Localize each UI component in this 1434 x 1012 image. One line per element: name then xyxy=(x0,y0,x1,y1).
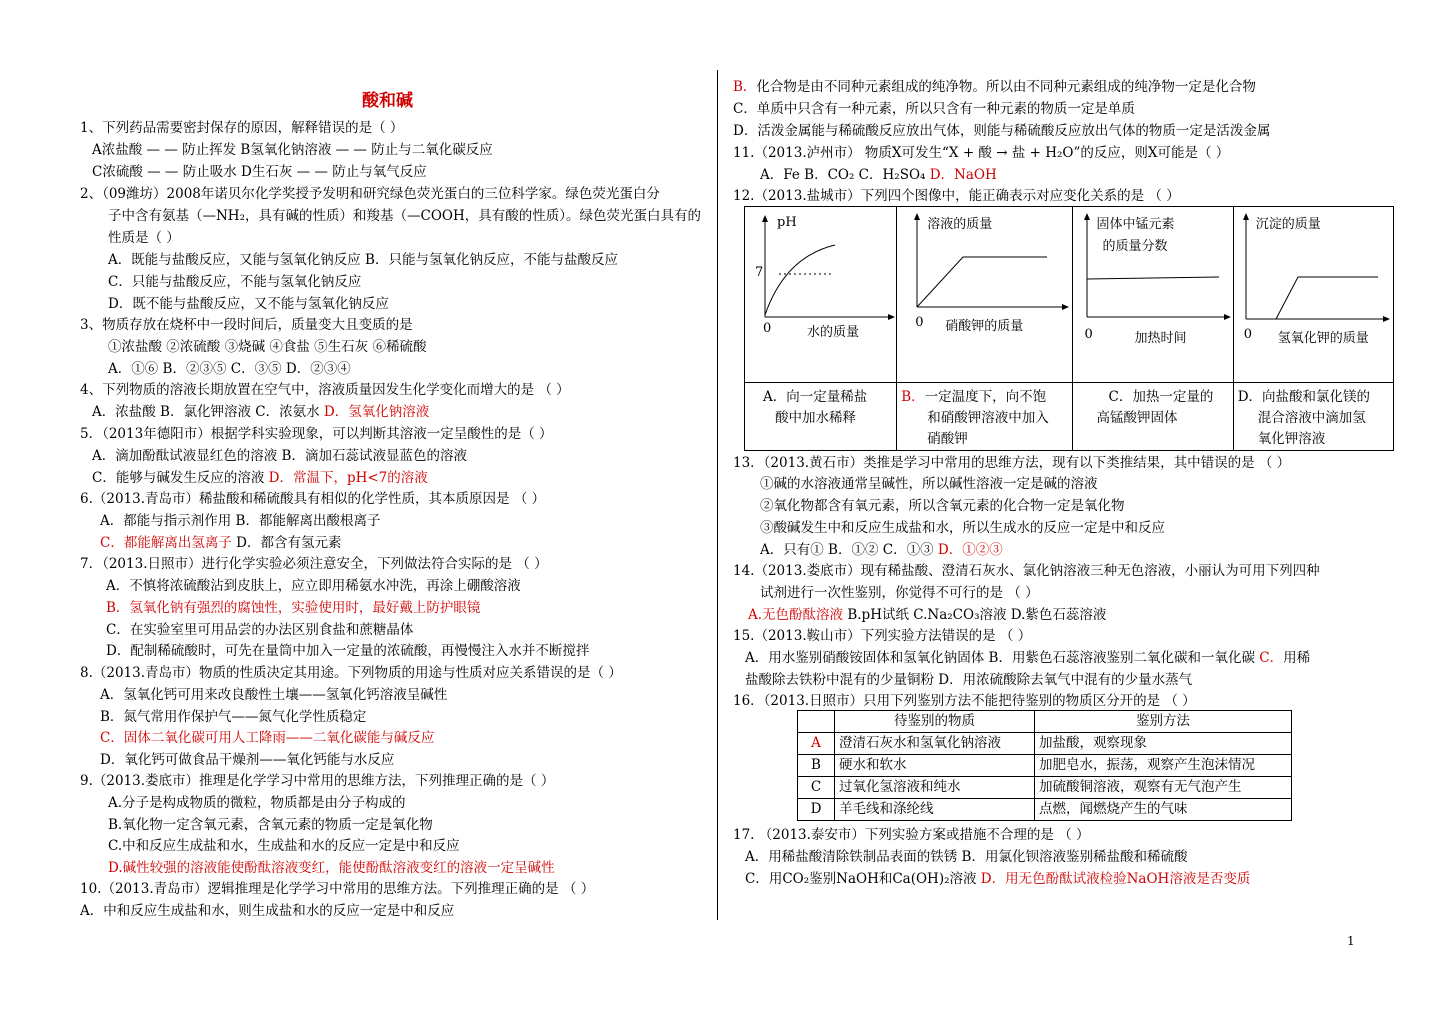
answer-highlight: A.无色酚酞溶液 xyxy=(748,607,844,623)
right-column-line: 15.（2013.鞍山市）下列实验方法错误的是 （ ） xyxy=(733,628,1032,644)
left-column-line: A浓盐酸 — — 防止挥发 B氢氧化钠溶液 — — 防止与二氧化碳反应 xyxy=(92,142,493,158)
right-column-line: 盐酸除去铁粉中混有的少量铜粉 D．用浓硫酸除去氧气中混有的少量水蒸气 xyxy=(745,672,1193,688)
left-column-line: C．能够与碱发生反应的溶液 D．常温下，pH<7的溶液 xyxy=(92,470,428,486)
table-row: D 羊毛线和涤纶线 点燃，闻燃烧产生的气味 xyxy=(798,799,1292,821)
column-divider xyxy=(717,70,718,920)
q16-table xyxy=(797,710,1292,821)
graph-c-ylabel: 固体中锰元素 xyxy=(1096,217,1175,232)
left-column-line: C．都能解离出氢离子 D．都含有氢元素 xyxy=(100,535,342,551)
left-column-line: A．都能与指示剂作用 B．都能解离出酸根离子 xyxy=(100,513,381,529)
answer-highlight: D．氢氧化钠溶液 xyxy=(323,404,430,420)
left-column-line: 3、物质存放在烧杯中一段时间后，质量变大且变质的是 xyxy=(80,317,413,333)
graph-c-xlabel: 加热时间 xyxy=(1134,331,1187,346)
q12-option-b: B．一定温度下，向不饱 和硝酸钾溶液中加入 硝酸钾 xyxy=(897,383,1072,451)
left-column-line: 子中含有氨基（—NH₂，具有碱的性质）和羧基（—COOH，具有酸的性质）。绿色荧光蛋白具有的 xyxy=(108,208,701,224)
left-column-line: C浓硫酸 — — 防止吸水 D生石灰 — — 防止与氧气反应 xyxy=(92,164,427,180)
left-column-line: 8.（2013.青岛市）物质的性质决定其用途。下列物质的用途与性质对应关系错误的是（ ） xyxy=(80,665,622,681)
table-row: A 澄清石灰水和氢氧化钠溶液 加盐酸，观察现象 xyxy=(798,733,1292,755)
right-column-line: 试剂进行一次性鉴别，你觉得不可行的是 （ ） xyxy=(760,585,1039,601)
q12-option-a: A．向一定量稀盐 酸中加水稀释 xyxy=(745,383,897,451)
left-column-line: B．氮气常用作保护气——氮气化学性质稳定 xyxy=(100,709,367,725)
graph-b-xlabel: 硝酸钾的质量 xyxy=(945,319,1024,334)
left-column-line: C．只能与盐酸反应，不能与氢氧化钠反应 xyxy=(108,274,362,290)
q12-graph-table xyxy=(744,206,1394,451)
right-column-line: C．用CO₂鉴别NaOH和Ca(OH)₂溶液 D．用无色酚酞试液检验NaOH溶液是否变质 xyxy=(745,871,1251,887)
graph-a-ylabel: pH xyxy=(777,215,797,230)
right-column-line: 13．（2013.黄石市）类推是学习中常用的思维方法，现有以下类推结果，其中错误的是 （ ） xyxy=(733,455,1291,471)
right-column-line: ①碱的水溶液通常呈碱性，所以碱性溶液一定是碱的溶液 xyxy=(760,476,1098,492)
q16-header-0 xyxy=(798,711,835,733)
graph-a-mark: 7 xyxy=(755,265,764,280)
left-column-line: 5．（2013年德阳市）根据学科实验现象，可以判断其溶液一定呈酸性的是（ ） xyxy=(80,426,553,442)
left-column-line xyxy=(106,598,480,618)
graph-b-ylabel: 溶液的质量 xyxy=(927,217,993,232)
answer-highlight: D．NaOH xyxy=(929,167,997,183)
left-column-line: D．氧化钙可做食品干燥剂——氧化钙能与水反应 xyxy=(100,752,395,768)
right-column-line: B．化合物是由不同种元素组成的纯净物。所以由不同种元素组成的纯净物一定是化合物 xyxy=(733,79,1256,95)
left-column-line: A．既能与盐酸反应，又能与氢氧化钠反应 B．只能与氢氧化钠反应，不能与盐酸反应 xyxy=(108,252,618,268)
graph-b-plot xyxy=(897,207,1071,383)
left-column-line: 9.（2013.娄底市）推理是化学学习中常用的思维方法，下列推理正确的是（ ） xyxy=(80,773,555,789)
answer-highlight: B．氢氧化钠有强烈的腐蚀性，实验使用时，最好戴上防护眼镜 xyxy=(106,600,481,616)
left-column-line: 1、下列药品需要密封保存的原因，解释错误的是（ ） xyxy=(80,120,404,136)
left-column-line: D．配制稀硫酸时，可先在量筒中加入一定量的浓硫酸，再慢慢注入水并不断搅拌 xyxy=(106,643,590,659)
answer-highlight: C．固体二氧化碳可用人工降雨——二氧化碳能与碱反应 xyxy=(100,730,435,746)
answer-highlight: B． xyxy=(733,79,757,95)
right-column-line: 14.（2013.娄底市）现有稀盐酸、澄清石灰水、氯化钠溶液三种无色溶液，小丽认为可用下列四种 xyxy=(733,563,1320,579)
left-column-line: 10.（2013.青岛市）逻辑推理是化学学习中常用的思维方法。下列推理正确的是 （ ） xyxy=(80,881,595,897)
page-title: 酸和碱 xyxy=(362,91,413,111)
right-column-line: A．用水鉴别硝酸铵固体和氢氧化钠固体 B．用紫色石蕊溶液鉴别二氧化碳和一氧化碳 C．用稀 xyxy=(745,650,1311,666)
right-column-line: ③酸碱发生中和反应生成盐和水，所以生成水的反应一定是中和反应 xyxy=(760,520,1165,536)
right-column-line: 12.（2013.盐城市）下列四个图像中，能正确表示对应变化关系的是 （ ） xyxy=(733,188,1180,204)
q16-header-2: 鉴别方法 xyxy=(1035,711,1292,733)
graph-d-plot xyxy=(1234,207,1393,383)
graph-c-ylabel2: 的质量分数 xyxy=(1102,239,1168,254)
left-column-line: A．不慎将浓硫酸沾到皮肤上，应立即用稀氨水冲洗，再涂上硼酸溶液 xyxy=(106,578,521,594)
right-column-line: D．活泼金属能与稀硫酸反应放出气体，则能与稀硫酸反应放出气体的物质一定是活泼金属 xyxy=(733,123,1271,139)
graph-c-plot xyxy=(1073,207,1233,383)
left-column-line: B.氧化物一定含氧元素，含氧元素的物质一定是氧化物 xyxy=(108,817,433,833)
table-row: B 硬水和软水 加肥皂水，振荡，观察产生泡沫情况 xyxy=(798,755,1292,777)
left-column-line: C.中和反应生成盐和水，生成盐和水的反应一定是中和反应 xyxy=(108,838,460,854)
left-column-line: 4、下列物质的溶液长期放置在空气中，溶液质量因发生化学变化而增大的是 （ ） xyxy=(80,382,570,398)
left-column-line: D．既不能与盐酸反应，又不能与氢氧化钠反应 xyxy=(108,296,389,312)
left-column-line: A.分子是构成物质的微粒，物质都是由分子构成的 xyxy=(108,795,406,811)
graph-d-cell xyxy=(1233,207,1393,383)
answer-highlight: C．都能解离出氢离子 xyxy=(100,535,232,551)
graph-d-xlabel: 氢氧化钾的质量 xyxy=(1277,331,1369,346)
right-column-line: ②氧化物都含有氧元素，所以含氧元素的化合物一定是氧化物 xyxy=(760,498,1125,514)
right-column-line: C．单质中只含有一种元素，所以只含有一种元素的物质一定是单质 xyxy=(733,101,1135,117)
left-column-line: A．中和反应生成盐和水，则生成盐和水的反应一定是中和反应 xyxy=(80,903,455,919)
graph-b-cell xyxy=(897,207,1072,383)
graph-a-origin: 0 xyxy=(763,321,772,336)
left-column-line: 6.（2013.青岛市）稀盐酸和稀硫酸具有相似的化学性质，其本质原因是 （ ） xyxy=(80,491,546,507)
graph-a-cell xyxy=(745,207,897,383)
left-column-line: 7．（2013.日照市）进行化学实验必须注意安全，下列做法符合实际的是 （ ） xyxy=(80,556,548,572)
graph-d-ylabel: 沉淀的质量 xyxy=(1255,217,1321,232)
q12-option-d: D．向盐酸和氯化镁的 混合溶液中滴加氢 氧化钾溶液 xyxy=(1233,383,1393,451)
answer-highlight: D．用无色酚酞试液检验NaOH溶液是否变质 xyxy=(980,871,1251,887)
graph-a-plot xyxy=(745,207,896,383)
graph-c-cell xyxy=(1072,207,1233,383)
page-number: 1 xyxy=(1347,934,1355,948)
table-row: C 过氧化氢溶液和纯水 加硫酸铜溶液，观察有无气泡产生 xyxy=(798,777,1292,799)
left-column-line xyxy=(100,728,434,748)
answer-highlight: D．常温下，pH<7的溶液 xyxy=(268,470,428,486)
left-column-line: A．氢氧化钙可用来改良酸性土壤——氢氧化钙溶液呈碱性 xyxy=(100,687,448,703)
right-column-line: 11.（2013.泸州市） 物质X可发生“X + 酸 → 盐 + H₂O”的反应，则X可能是（ ） xyxy=(733,145,1230,161)
left-column-line: A．浓盐酸 B．氯化钾溶液 C．浓氨水 D．氢氧化钠溶液 xyxy=(92,404,430,420)
right-column-line: 17. （2013.泰安市）下列实验方案或措施不合理的是 （ ） xyxy=(733,827,1090,843)
left-column-line: A．①⑥ B．②③⑤ C．③⑤ D．②③④ xyxy=(108,361,351,377)
left-column-line: 2、（09潍坊）2008年诺贝尔化学奖授予发明和研究绿色荧光蛋白的三位科学家。绿色荧光蛋白分 xyxy=(80,186,660,202)
left-column-line: C．在实验室里可用品尝的办法区别食盐和蔗糖晶体 xyxy=(106,622,414,638)
answer-highlight: D.碱性较强的溶液能使酚酞溶液变红，能使酚酞溶液变红的溶液一定呈碱性 xyxy=(108,860,555,876)
left-column-line: 性质是（ ） xyxy=(108,230,180,246)
right-column-line: A．用稀盐酸清除铁制品表面的铁锈 B．用氯化钡溶液鉴别稀盐酸和稀硫酸 xyxy=(745,849,1188,865)
q12-option-c: C．加热一定量的 高锰酸钾固体 xyxy=(1072,383,1233,451)
right-column-line: A．Fe B．CO₂ C．H₂SO₄ D．NaOH xyxy=(760,167,997,183)
left-column-line: A．滴加酚酞试液显红色的溶液 B．滴加石蕊试液显蓝色的溶液 xyxy=(92,448,467,464)
left-column-line: ①浓盐酸 ②浓硫酸 ③烧碱 ④食盐 ⑤生石灰 ⑥稀硫酸 xyxy=(108,339,427,355)
graph-a-xlabel: 水的质量 xyxy=(807,325,860,340)
answer-highlight: D．①②③ xyxy=(937,542,1003,558)
graph-b-origin: 0 xyxy=(915,315,924,330)
answer-highlight: C． xyxy=(1259,650,1284,666)
left-column-line xyxy=(108,858,555,878)
graph-d-origin: 0 xyxy=(1243,327,1253,342)
right-column-line: 16．（2013.日照市）只用下列鉴别方法不能把待鉴别的物质区分开的是 （ ） xyxy=(733,693,1196,709)
graph-c-origin: 0 xyxy=(1084,327,1093,342)
right-column-line: A.无色酚酞溶液 B.pH试纸 C.Na₂CO₃溶液 D.紫色石蕊溶液 xyxy=(748,607,1107,623)
q16-header-1: 待鉴别的物质 xyxy=(835,711,1035,733)
right-column-line: A．只有① B．①② C．①③ D．①②③ xyxy=(760,542,1003,558)
